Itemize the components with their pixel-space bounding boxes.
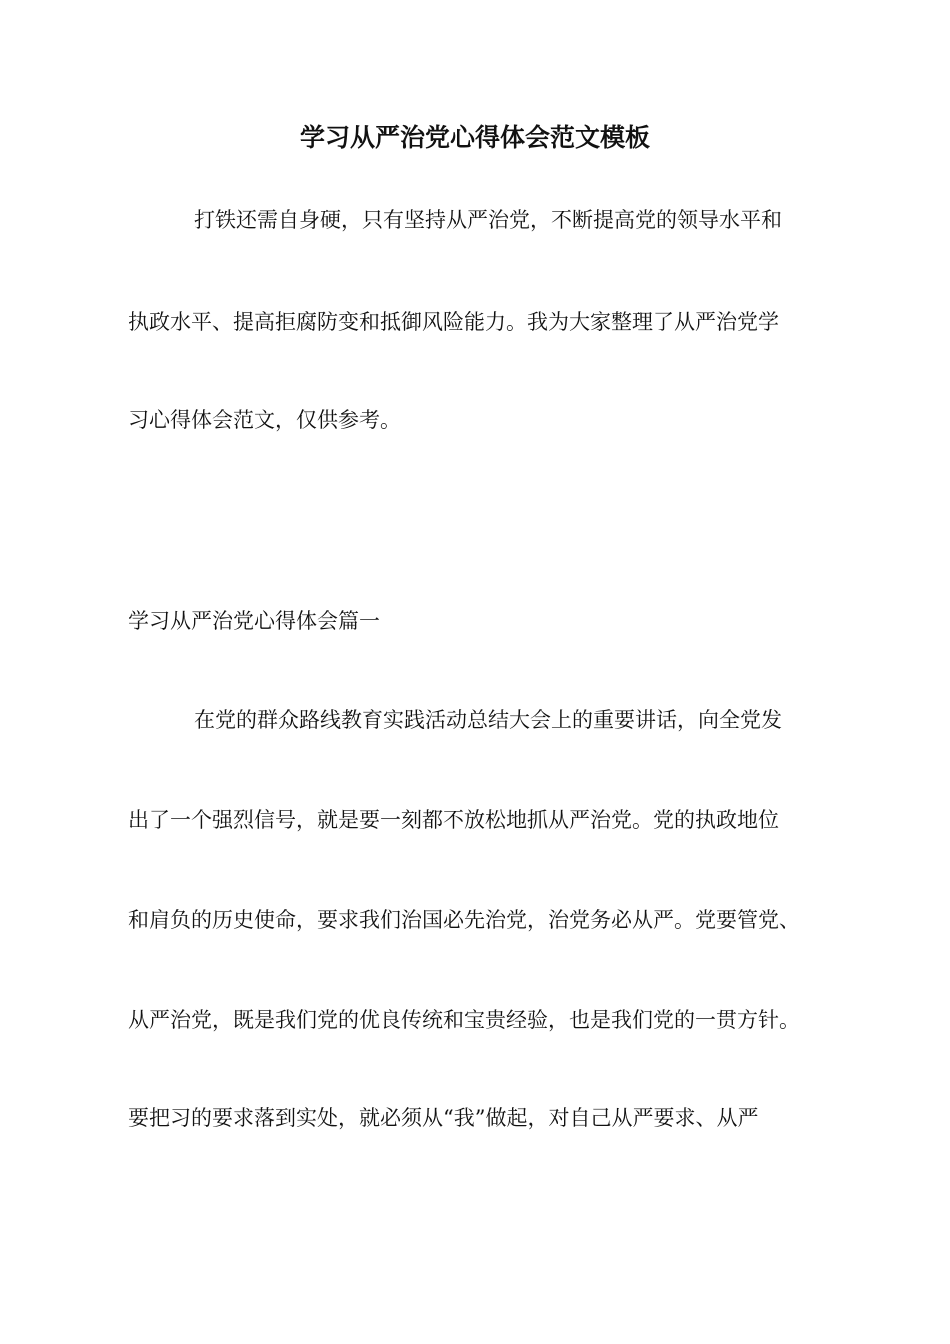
section-line-3: 和肩负的历史使命，要求我们治国必先治党，治党务必从严。党要管党、 [128, 908, 800, 932]
section-heading: 学习从严治党心得体会篇一 [128, 609, 380, 633]
section-line-4: 从严治党，既是我们党的优良传统和宝贵经验，也是我们党的一贯方针。 [128, 1008, 800, 1032]
section-line-1: 在党的群众路线教育实践活动总结大会上的重要讲话，向全党发 [194, 708, 782, 732]
intro-line-2: 执政水平、提高拒腐防变和抵御风险能力。我为大家整理了从严治党学 [128, 310, 779, 334]
document-title: 学习从严治党心得体会范文模板 [299, 123, 650, 152]
section-line-2: 出了一个强烈信号，就是要一刻都不放松地抓从严治党。党的执政地位 [128, 808, 779, 832]
section-line-5: 要把习的要求落到实处，就必须从“我”做起，对自己从严要求、从严 [128, 1106, 759, 1130]
intro-line-1: 打铁还需自身硬，只有坚持从严治党，不断提高党的领导水平和 [194, 208, 782, 232]
intro-line-3: 习心得体会范文，仅供参考。 [128, 408, 401, 432]
